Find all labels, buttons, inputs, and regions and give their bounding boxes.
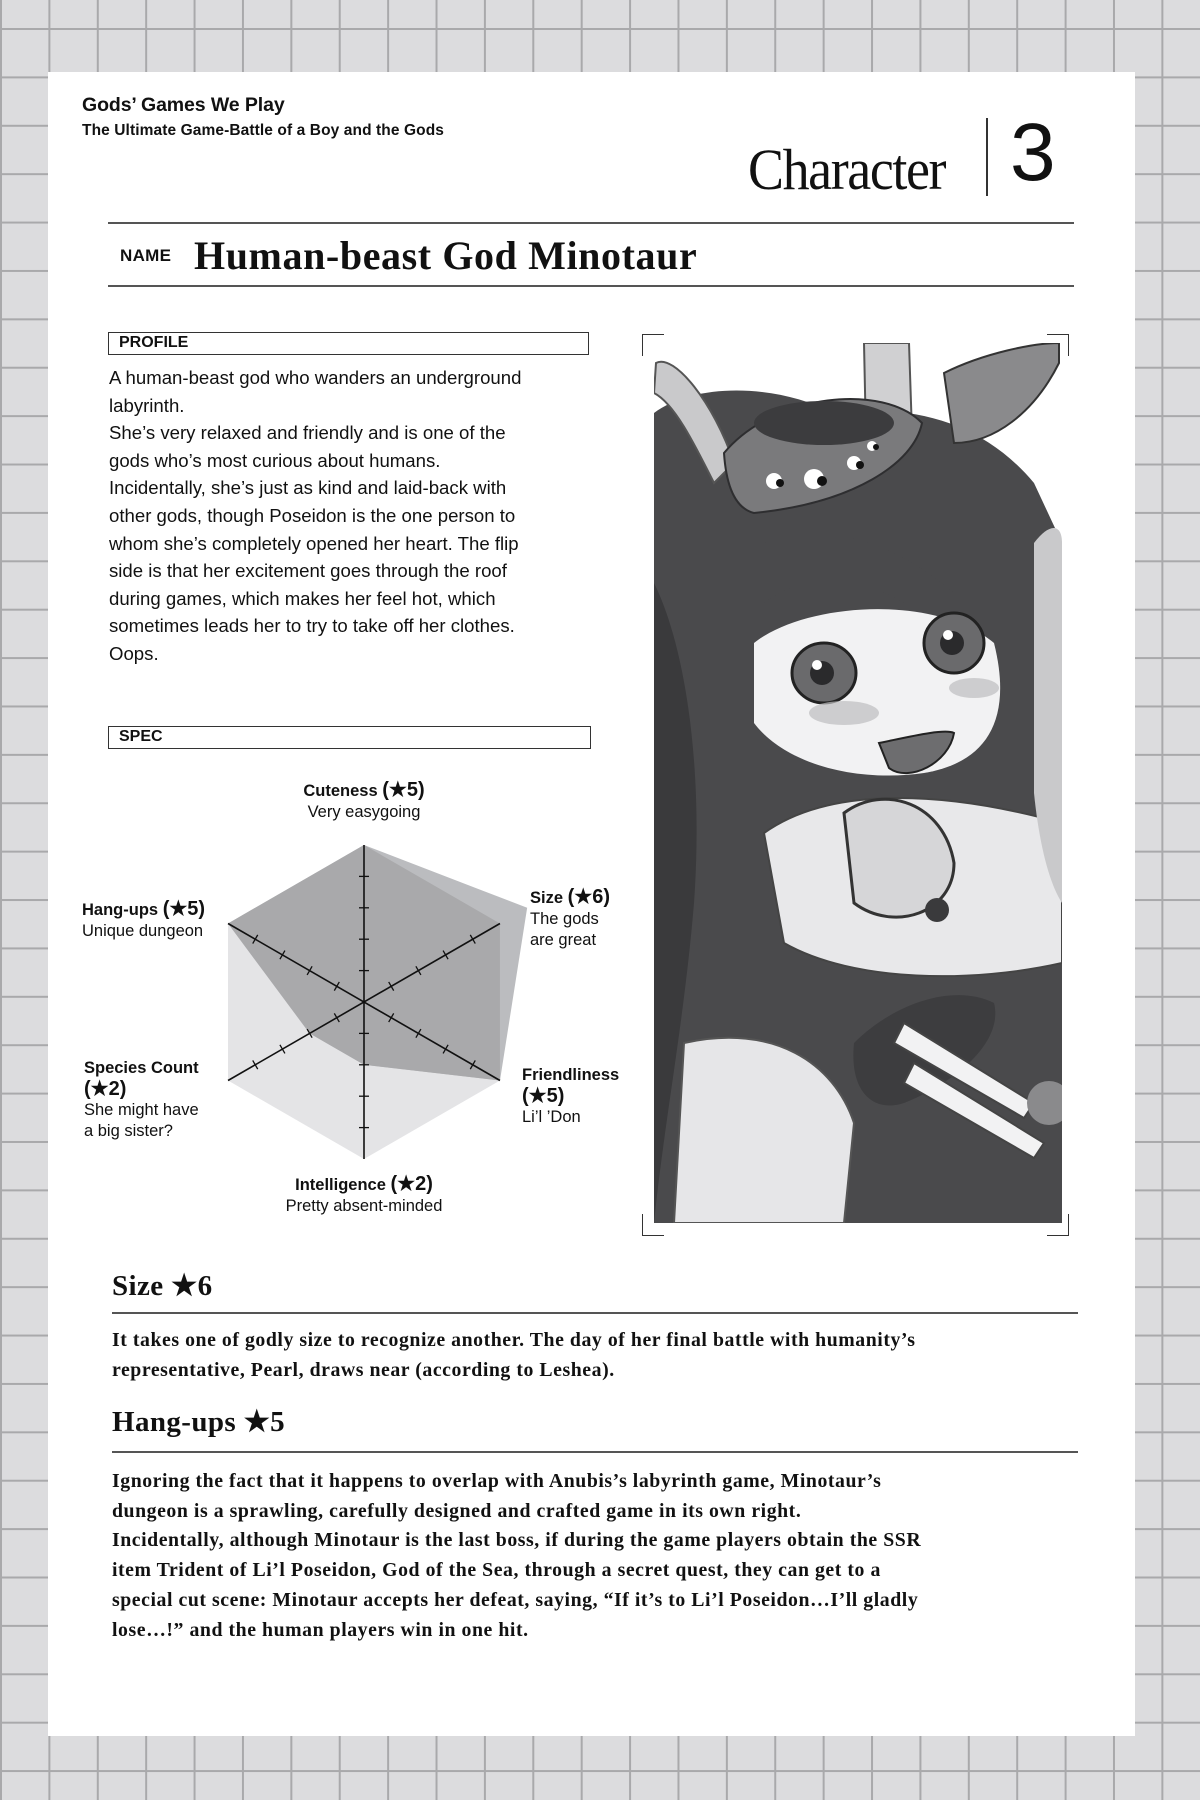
character-page <box>48 72 1135 1736</box>
profile-line: side is that her excitement goes through the roof <box>109 560 507 582</box>
radar-label-intelligence: Intelligence (★2) Pretty absent-minded <box>285 1173 443 1215</box>
profile-line: Incidentally, she’s just as kind and laid-back with <box>109 477 507 499</box>
spec-label: SPEC <box>108 726 591 749</box>
section-title-size: Size ★6 <box>112 1270 213 1302</box>
chapter-divider <box>986 118 988 196</box>
radar-label-cuteness: Cuteness (★5) Very easygoing <box>303 779 425 821</box>
profile-line: gods who’s most curious about humans. <box>109 449 441 471</box>
section-text-hang-ups: Ignoring the fact that it happens to overlap with Anubis’s labyrinth game, Minotaur’s dungeon is a sprawling, carefully designed and crafted game in its own right. Incidentally, although Minotaur is the last boss, if during the game players obtain the SSR item Trident of Li’l Poseidon, God of the Sea, through a secret quest, they can get to a special cut scene: Minotaur accepts her defeat, saying, “If it’s to Li’l Poseidon…I’ll gladly lose…!” and the human players win in one hit. <box>112 1470 922 1641</box>
radar-label-friendliness: Friendliness (★5) Li’l ’Don <box>522 1066 620 1126</box>
chapter-label: Character <box>748 137 946 202</box>
character-name: Human-beast God Minotaur <box>194 233 698 278</box>
profile-line: A human-beast god who wanders an underground <box>109 367 522 388</box>
profile-line: She’s very relaxed and friendly and is one of the <box>109 422 506 444</box>
profile-line: Oops. <box>109 642 159 664</box>
chapter-number: 3 <box>1010 107 1056 198</box>
profile-line: labyrinth. <box>109 394 185 416</box>
radar-label-size: Size (★6) The gods are great <box>530 886 610 949</box>
series-subtitle: The Ultimate Game-Battle of a Boy and the Gods <box>82 122 445 139</box>
character-illustration <box>654 343 1062 1223</box>
name-label: NAME <box>120 246 172 265</box>
section-title-hang-ups: Hang-ups ★5 <box>112 1406 286 1438</box>
radar-label-hang-ups: Hang-ups (★5) Unique dungeon <box>82 898 206 940</box>
profile-line: during games, which makes her feel hot, which <box>109 587 496 609</box>
section-rule-size <box>112 1312 1078 1314</box>
section-text-size: It takes one of godly size to recognize another. The day of her final battle with humanity’s representative, Pearl, draws near (according to Leshea). <box>112 1329 916 1381</box>
series-title: Gods’ Games We Play <box>82 94 285 116</box>
profile-line: other gods, though Poseidon is the one person to <box>109 504 516 526</box>
profile-line: whom she’s completely opened her heart. The flip <box>109 532 519 554</box>
profile-line: sometimes leads her to try to take off her clothes. <box>109 615 515 637</box>
radar-label-species-count: Species Count (★2) She might have a big sister? <box>84 1059 199 1140</box>
section-rule-hang-ups <box>112 1451 1078 1453</box>
profile-label: PROFILE <box>108 332 589 355</box>
